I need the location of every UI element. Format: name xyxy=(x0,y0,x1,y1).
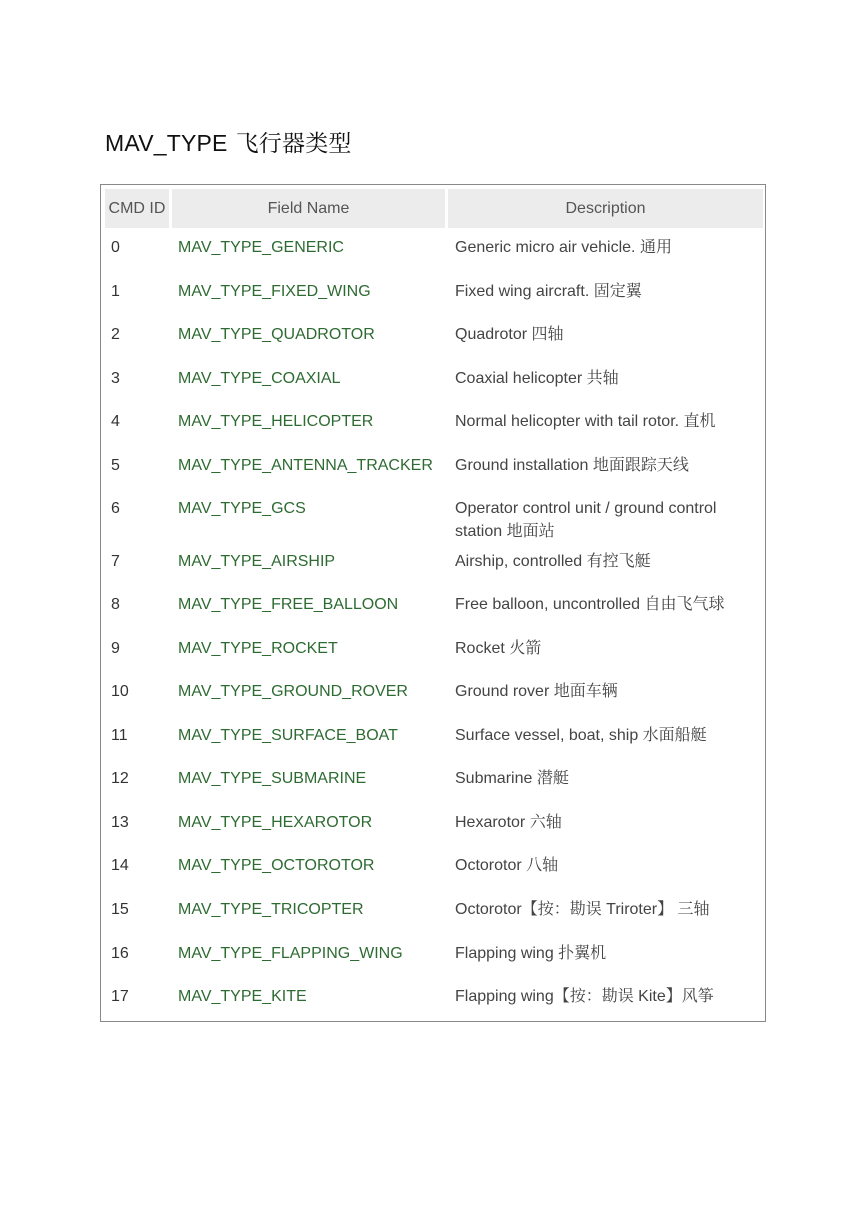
cell-description: Fixed wing aircraft. 固定翼 xyxy=(455,283,642,300)
cell-cmd-id: 12 xyxy=(111,770,129,787)
cell-field-name: MAV_TYPE_TRICOPTER xyxy=(178,901,364,918)
header-cmd-id: CMD ID xyxy=(105,189,169,228)
cell-field-name: MAV_TYPE_ANTENNA_TRACKER xyxy=(178,457,433,474)
cell-cmd-id: 1 xyxy=(111,283,120,300)
cell-description: Flapping wing【按：勘误 Kite】风筝 xyxy=(455,988,714,1005)
cell-cmd-id: 7 xyxy=(111,553,120,570)
header-field-name: Field Name xyxy=(172,189,445,228)
cell-cmd-id: 15 xyxy=(111,901,129,918)
cell-field-name: MAV_TYPE_FIXED_WING xyxy=(178,283,371,300)
cell-description: Ground installation 地面跟踪天线 xyxy=(455,457,689,474)
cell-cmd-id: 10 xyxy=(111,683,129,700)
cell-field-name: MAV_TYPE_GCS xyxy=(178,500,306,517)
cell-field-name: MAV_TYPE_ROCKET xyxy=(178,640,338,657)
cell-cmd-id: 6 xyxy=(111,500,120,517)
cell-cmd-id: 3 xyxy=(111,370,120,387)
cell-cmd-id: 13 xyxy=(111,814,129,831)
cell-description: Quadrotor 四轴 xyxy=(455,326,564,343)
cell-field-name: MAV_TYPE_SUBMARINE xyxy=(178,770,367,787)
cell-description: Normal helicopter with tail rotor. 直机 xyxy=(455,413,716,430)
header-description: Description xyxy=(448,189,763,228)
cell-cmd-id: 8 xyxy=(111,596,120,613)
cell-field-name: MAV_TYPE_GROUND_ROVER xyxy=(178,683,408,700)
cell-description: Octorotor【按：勘误 Triroter】 三轴 xyxy=(455,901,710,918)
cell-description: Airship, controlled 有控飞艇 xyxy=(455,553,651,570)
cell-field-name: MAV_TYPE_QUADROTOR xyxy=(178,326,375,343)
cell-field-name: MAV_TYPE_OCTOROTOR xyxy=(178,857,375,874)
cell-cmd-id: 2 xyxy=(111,326,120,343)
cell-description: Submarine 潜艇 xyxy=(455,770,569,787)
cell-description: Octorotor 八轴 xyxy=(455,857,559,874)
cell-field-name: MAV_TYPE_KITE xyxy=(178,988,307,1005)
cell-cmd-id: 5 xyxy=(111,457,120,474)
cell-description: Surface vessel, boat, ship 水面船艇 xyxy=(455,727,707,744)
cell-description: Hexarotor 六轴 xyxy=(455,814,562,831)
cell-description: Flapping wing 扑翼机 xyxy=(455,945,607,962)
cell-cmd-id: 17 xyxy=(111,988,129,1005)
cell-field-name: MAV_TYPE_COAXIAL xyxy=(178,370,341,387)
cell-field-name: MAV_TYPE_HELICOPTER xyxy=(178,413,374,430)
page-title xyxy=(105,125,352,158)
mav-type-table xyxy=(100,184,766,1022)
cell-cmd-id: 14 xyxy=(111,857,129,874)
cell-description: Free balloon, uncontrolled 自由飞气球 xyxy=(455,596,725,613)
cell-description: Coaxial helicopter 共轴 xyxy=(455,370,619,387)
cell-field-name: MAV_TYPE_AIRSHIP xyxy=(178,553,336,570)
title-en: MAV_TYPE xyxy=(105,130,228,156)
cell-cmd-id: 4 xyxy=(111,413,120,430)
cell-description: Rocket 火箭 xyxy=(455,640,542,657)
cell-field-name: MAV_TYPE_HEXAROTOR xyxy=(178,814,373,831)
cell-description: Ground rover 地面车辆 xyxy=(455,683,618,700)
cell-cmd-id: 11 xyxy=(111,727,128,744)
cell-field-name: MAV_TYPE_SURFACE_BOAT xyxy=(178,727,398,744)
cell-field-name: MAV_TYPE_FLAPPING_WING xyxy=(178,945,403,962)
cell-field-name: MAV_TYPE_FREE_BALLOON xyxy=(178,596,399,613)
cell-description: Operator control unit / ground control station 地面站 xyxy=(455,500,717,540)
cell-cmd-id: 0 xyxy=(111,239,120,256)
title-cn: 飞行器类型 xyxy=(235,131,352,157)
cell-cmd-id: 16 xyxy=(111,945,129,962)
cell-field-name: MAV_TYPE_GENERIC xyxy=(178,239,344,256)
cell-description: Generic micro air vehicle. 通用 xyxy=(455,239,672,256)
cell-cmd-id: 9 xyxy=(111,640,120,657)
